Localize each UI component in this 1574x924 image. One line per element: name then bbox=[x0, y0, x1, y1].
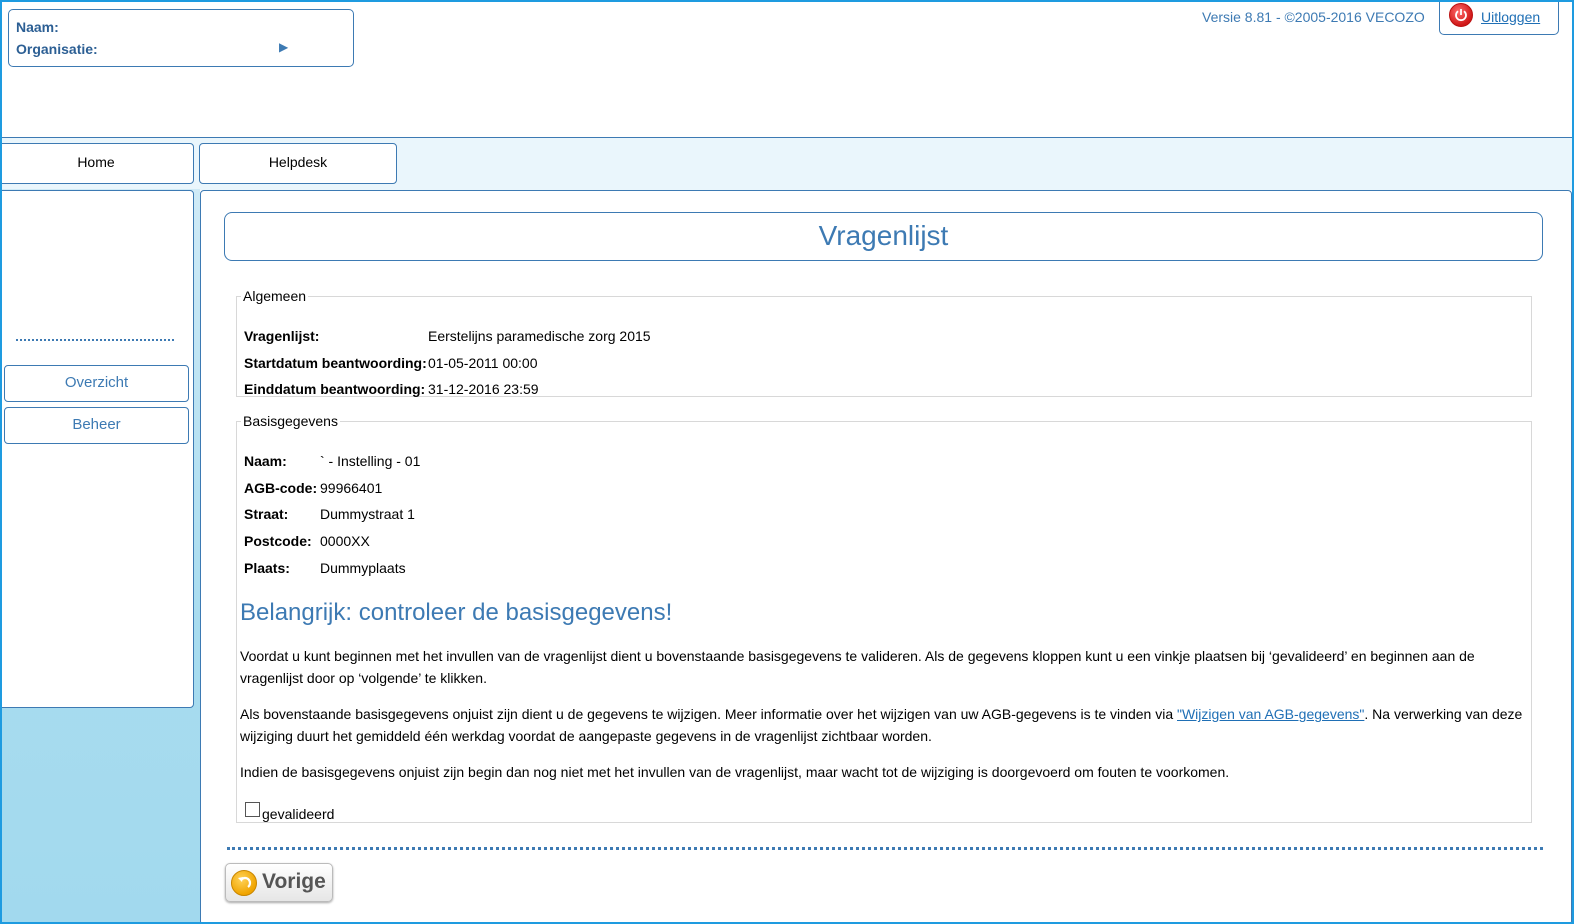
version-text: Versie 8.81 - ©2005-2016 VECOZO bbox=[1202, 9, 1425, 25]
sidebar bbox=[0, 190, 194, 708]
vorige-button[interactable] bbox=[225, 863, 333, 902]
basisgegevens-fieldset bbox=[236, 413, 1532, 823]
agb-info-link[interactable]: "Wijzigen van AGB-gegevens" bbox=[1177, 706, 1365, 722]
nav-home-button[interactable]: Home bbox=[0, 143, 194, 184]
sidebar-divider bbox=[16, 339, 174, 341]
info-label: Einddatum beantwoording: bbox=[244, 381, 426, 397]
info-value: Dummyplaats bbox=[320, 560, 406, 576]
info-label: Postcode: bbox=[244, 533, 312, 549]
power-icon[interactable] bbox=[1449, 3, 1473, 27]
info-label: Vragenlijst: bbox=[244, 328, 320, 344]
nav-bar bbox=[2, 137, 1572, 190]
info-value: Eerstelijns paramedische zorg 2015 bbox=[428, 328, 651, 344]
info-label: Naam: bbox=[244, 453, 287, 469]
user-name-label: Naam: bbox=[16, 19, 59, 35]
logout-box bbox=[1439, 0, 1559, 35]
info-value: 31-12-2016 23:59 bbox=[428, 381, 539, 397]
instruction-paragraph-2 bbox=[240, 703, 1530, 747]
triangle-right-icon[interactable]: ▶ bbox=[279, 40, 289, 54]
logout-link[interactable]: Uitloggen bbox=[1481, 9, 1541, 25]
info-value: 01-05-2011 00:00 bbox=[428, 355, 538, 371]
sidebar-overzicht-button[interactable]: Overzicht bbox=[4, 365, 189, 402]
info-value: 0000XX bbox=[320, 533, 370, 549]
instruction-paragraph-1: Voordat u kunt beginnen met het invullen van de vragenlijst dient u bovenstaande basisgegevens te valideren. Als de gegevens kloppen kunt u een vinkje plaatsen bij ‘gevalideerd’ en beginnen aan de vragenlijst door op ‘volgende’ te klikken. bbox=[240, 648, 1475, 686]
organisation-label: Organisatie: bbox=[16, 41, 98, 57]
vorige-label: Vorige bbox=[262, 870, 326, 893]
gevalideerd-label[interactable]: gevalideerd bbox=[262, 806, 335, 822]
info-value: 99966401 bbox=[320, 480, 383, 496]
instruction-paragraph-3: Indien de basisgegevens onjuist zijn begin dan nog niet met het invullen van de vragenlijst, maar wacht tot de wijziging is doorgevoerd om fouten te voorkomen. bbox=[240, 764, 1230, 780]
algemeen-fieldset bbox=[236, 288, 1532, 397]
sidebar-beheer-button[interactable]: Beheer bbox=[4, 407, 189, 444]
gevalideerd-checkbox[interactable] bbox=[245, 802, 260, 817]
info-value: ` - Instelling - 01 bbox=[320, 453, 421, 469]
info-label: Startdatum beantwoording: bbox=[244, 355, 427, 371]
page-title-box bbox=[224, 212, 1543, 261]
back-arrow-icon bbox=[231, 870, 257, 896]
algemeen-legend: Algemeen bbox=[243, 288, 307, 304]
page-title: Vragenlijst bbox=[818, 220, 949, 251]
info-label: Straat: bbox=[244, 506, 289, 522]
paragraph-text: Als bovenstaande basisgegevens onjuist zijn dient u de gegevens te wijzigen. Meer informatie over het wijzigen van uw AGB-gegevens is te vinden via bbox=[240, 706, 1177, 722]
user-info-box bbox=[8, 9, 354, 67]
main-content bbox=[200, 190, 1572, 924]
info-value: Dummystraat 1 bbox=[320, 506, 415, 522]
important-heading: Belangrijk: controleer de basisgegevens! bbox=[240, 599, 673, 626]
footer-divider bbox=[227, 847, 1543, 850]
info-label: Plaats: bbox=[244, 560, 290, 576]
paragraph-text: . Na verwerking van deze wijziging duurt het gemiddeld één werkdag voordat de aangepaste gegevens in de vragenlijst zichtbaar worden. bbox=[240, 706, 1523, 744]
basisgegevens-legend: Basisgegevens bbox=[243, 413, 338, 429]
nav-helpdesk-button[interactable]: Helpdesk bbox=[199, 143, 397, 184]
info-label: AGB-code: bbox=[244, 480, 318, 496]
